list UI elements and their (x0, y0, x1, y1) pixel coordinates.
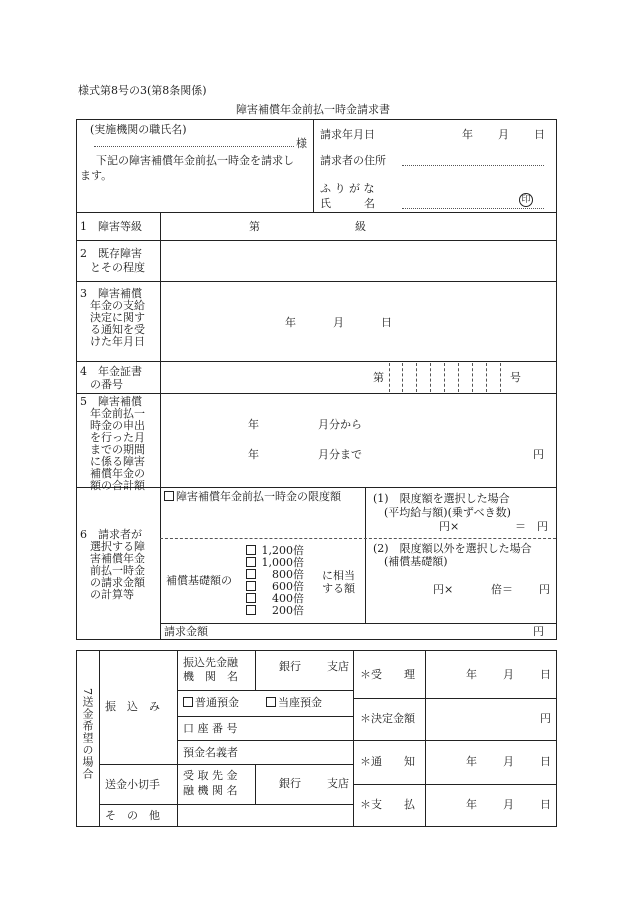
current-deposit-option[interactable] (266, 697, 322, 708)
decided-amount-yen: 円 (540, 712, 551, 725)
recv-bank-label: 銀行 (279, 777, 301, 790)
request-year: 年 (462, 128, 473, 141)
decided-amount-label: ＊決定金額 (360, 712, 415, 725)
table-left-border (76, 119, 77, 639)
item5-month-to: 月分まで (318, 448, 362, 461)
sama-label: 様 (296, 137, 307, 150)
item6-divider (365, 487, 366, 623)
multiplier-checkbox[interactable] (246, 593, 256, 603)
item2-label-1: 2 既存障害 (80, 247, 142, 260)
item5-month-from: 月分から (318, 418, 362, 431)
office-line (353, 698, 557, 699)
remit-line (99, 764, 353, 765)
table-bottom-border (76, 639, 557, 640)
multiplier-options (246, 545, 304, 617)
limit-checkbox[interactable] (164, 491, 174, 501)
remit-vline (177, 650, 178, 826)
label-column-divider (160, 212, 161, 639)
claim-amount-label: 請求金額 (164, 625, 208, 638)
seal-mark: 印 (519, 193, 533, 207)
institution-name-field[interactable] (94, 146, 294, 147)
recv-branch-label: 支店 (327, 777, 349, 790)
remit-vline (99, 650, 100, 826)
claim-amount-yen: 円 (533, 625, 544, 638)
table-row-line-5 (76, 393, 557, 394)
request-month: 月 (498, 128, 509, 141)
multiplier-checkbox[interactable] (246, 569, 256, 579)
table-row-line-4 (76, 361, 557, 362)
item5-year-from: 年 (248, 418, 259, 431)
header-divider (313, 119, 314, 212)
paid-day: 日 (540, 798, 551, 811)
remit-vline (255, 650, 256, 690)
check-label: 送金小切手 (105, 778, 160, 791)
table-row-line-2 (76, 240, 557, 241)
received-year: 年 (466, 668, 477, 681)
name-field[interactable] (402, 208, 544, 209)
ordinary-deposit-label: 普通預金 (195, 696, 239, 709)
multiplier-option[interactable]: 800倍 (246, 569, 304, 581)
remit-vline (255, 764, 256, 804)
notified-month: 月 (503, 755, 514, 768)
remit-line (177, 716, 353, 717)
other-label: そ の 他 (105, 809, 160, 822)
current-deposit-label: 当座預金 (278, 696, 322, 709)
item1-dai: 第 (249, 220, 260, 233)
table-row-line-3 (76, 281, 557, 282)
request-line-1: 下記の障害補償年金前払一時金を請求し (96, 154, 294, 167)
notified-year: 年 (466, 755, 477, 768)
remit-bottom-border (76, 826, 557, 827)
name-label: 氏 名 (320, 197, 375, 210)
item1-label: 1 障害等級 (80, 220, 142, 233)
account-number-label: 口 座 番 号 (183, 722, 238, 735)
received-label: ＊受 理 (360, 668, 415, 681)
item4-label-1: 4 年金証書 (80, 365, 142, 378)
item5-year-to: 年 (248, 448, 259, 461)
item3-year: 年 (285, 316, 296, 329)
request-date-label: 請求年月日 (320, 128, 375, 141)
paid-year: 年 (466, 798, 477, 811)
table-row-line-1 (76, 212, 557, 213)
table-right-border (556, 119, 557, 639)
item5-label: 5 障害補償 年金前払一 時金の申出 を行った月 までの期間 に係る障害 補償年金の 額の合計額 (80, 395, 145, 492)
item3-label: 3 障害補償 年金の支給 決定に関す る通知を受 けた年月日 (80, 287, 145, 348)
account-holder-label: 預金名義者 (183, 746, 238, 759)
multiplier-option[interactable]: 1,000倍 (246, 557, 304, 569)
item3-month: 月 (333, 316, 344, 329)
remit-vline (353, 650, 354, 826)
table-top-border (76, 119, 557, 120)
furigana-label: ふ り が な (320, 182, 375, 195)
item6-dashed-divider (160, 538, 556, 539)
current-deposit-checkbox[interactable] (266, 697, 276, 707)
multiplier-option[interactable]: 600倍 (246, 581, 304, 593)
item4-go: 号 (510, 371, 521, 384)
office-line (353, 784, 557, 785)
multiplier-checkbox[interactable] (246, 581, 256, 591)
item6-label: 6 請求者が 選択する障 害補償年金 前払一時金 の請求金額 の計算等 (80, 528, 145, 601)
form-number: 様式第8号の3(第8条関係) (78, 84, 207, 97)
item5-yen: 円 (533, 448, 544, 461)
ordinary-deposit-option[interactable] (183, 697, 239, 708)
option2-title: (2) 限度額以外を選択した場合 (373, 542, 532, 555)
bank-name-label-1: 振込先金融 (183, 656, 238, 669)
received-day: 日 (540, 668, 551, 681)
paid-month: 月 (503, 798, 514, 811)
request-day: 日 (534, 128, 545, 141)
notified-label: ＊通 知 (360, 755, 415, 768)
option2-calc-b: 倍＝ (491, 583, 513, 596)
notified-day: 日 (540, 755, 551, 768)
branch-label: 支店 (327, 660, 349, 673)
recv-bank-label-2: 融 機 関 名 (183, 784, 238, 797)
option1-title: (1) 限度額を選択した場合 (373, 492, 510, 505)
table-claim-line (160, 623, 557, 624)
item3-day: 日 (381, 316, 392, 329)
option2-calc-c: 円 (539, 583, 550, 596)
equiv-label-2: する額 (322, 582, 355, 595)
base-amount-label: 補償基礎額の (166, 574, 232, 587)
form-title: 障害補償年金前払一時金請求書 (236, 103, 390, 116)
item4-dai: 第 (373, 371, 384, 384)
multiplier-option[interactable]: 400倍 (246, 593, 304, 605)
multiplier-option[interactable]: 200倍 (246, 605, 304, 617)
remit-line (177, 690, 353, 691)
remit-left-border (76, 650, 77, 826)
remit-vline (425, 650, 426, 826)
received-month: 月 (503, 668, 514, 681)
option1-subtitle: (平均給与額)(乗ずべき数) (384, 506, 511, 519)
remit-top-border (76, 650, 557, 651)
multiplier-checkbox[interactable] (246, 557, 256, 567)
option2-subtitle: (補償基礎額) (384, 555, 448, 568)
remit-line (177, 740, 353, 741)
request-line-2: ます。 (80, 169, 113, 182)
institution-label: (実施機関の職氏名) (90, 123, 187, 136)
paid-label: ＊支 払 (360, 798, 415, 811)
equiv-label-1: に相当 (322, 569, 355, 582)
multiplier-checkbox[interactable] (246, 545, 256, 555)
item4-label-2: の番号 (90, 378, 123, 391)
recv-bank-label-1: 受 取 先 金 (183, 769, 238, 782)
office-line (353, 740, 557, 741)
multiplier-option[interactable]: 1,200倍 (246, 545, 304, 557)
transfer-label: 振 込 み (105, 700, 160, 713)
option2-calc-a: 円× (433, 583, 454, 596)
item1-kyu: 級 (355, 220, 366, 233)
option1-calc-a: 円× (439, 520, 460, 533)
address-field[interactable] (402, 165, 544, 166)
table-row-line-6 (76, 487, 557, 488)
ordinary-deposit-checkbox[interactable] (183, 697, 193, 707)
bank-label: 銀行 (279, 660, 301, 673)
remit-line (99, 804, 353, 805)
item2-label-2: とその程度 (90, 261, 145, 274)
bank-name-label-2: 機 関 名 (183, 670, 238, 683)
remit-section-label: 7送金希望の場合 (81, 688, 94, 780)
address-label: 請求者の住所 (320, 154, 386, 167)
option1-calc-b: ＝ 円 (515, 520, 548, 533)
multiplier-checkbox[interactable] (246, 605, 256, 615)
limit-option[interactable] (164, 491, 341, 502)
remit-right-border (556, 650, 557, 826)
limit-label: 障害補償年金前払一時金の限度額 (176, 490, 341, 503)
